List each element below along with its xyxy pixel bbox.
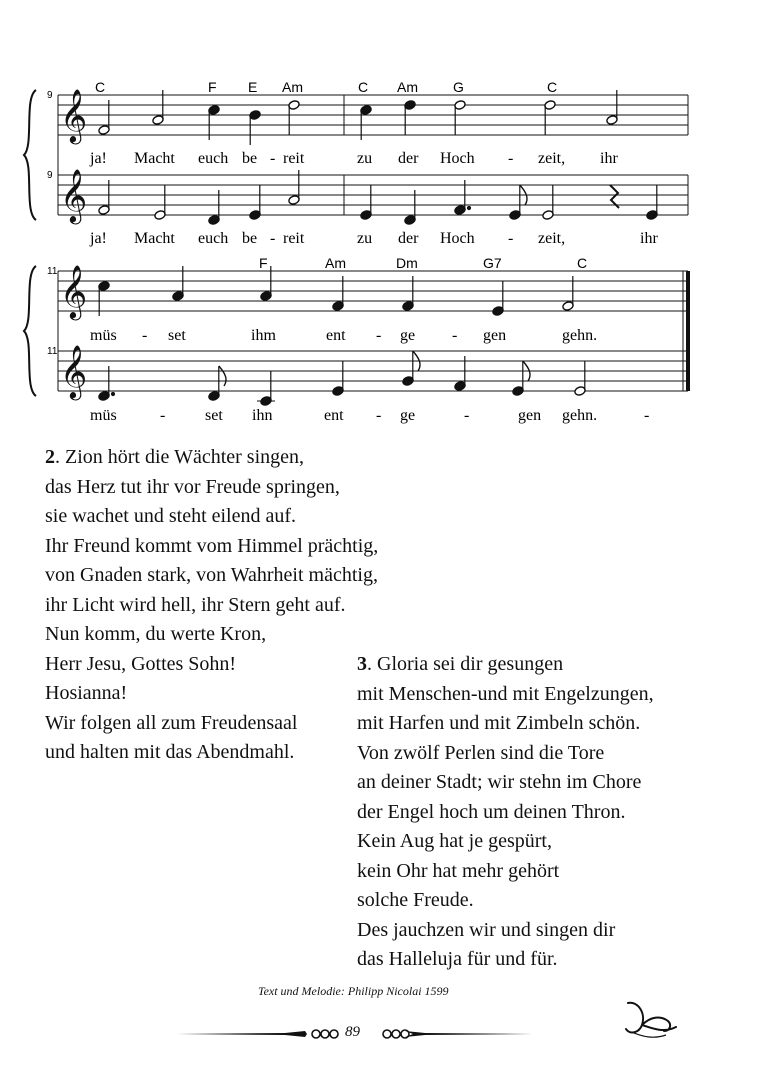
chord-label: C [547, 79, 558, 95]
verse-line [45, 443, 378, 473]
verse-line: das Halleluja für und für. [357, 948, 558, 970]
chord-label: C [358, 79, 369, 95]
lyric-syllable: ge [400, 327, 416, 344]
bar-number: 9 [47, 170, 53, 181]
verse-line: Nun komm, du werte Kron, [45, 623, 267, 645]
lyric-syllable: müs [90, 407, 117, 424]
note-dot [467, 206, 470, 209]
verse-line: Ihr Freund kommt vom Himmel prächtig, [45, 534, 379, 557]
note-dot [111, 392, 114, 395]
final-barline [686, 271, 690, 391]
lyric-syllable: - [376, 327, 382, 344]
verse-line: Herr Jesu, Gottes Sohn! [45, 652, 237, 675]
music-score [0, 0, 766, 440]
verse-line: Wir folgen all zum Freudensaal [45, 711, 298, 734]
chord-label: Am [397, 79, 418, 95]
lyric-syllable: gehn. [562, 327, 598, 344]
lyric-syllable: ent [326, 327, 346, 344]
lyric-syllable: - [142, 327, 148, 344]
chord-label: F [259, 255, 268, 271]
lyrics-lower [89, 230, 658, 247]
chord-label: E [248, 79, 258, 95]
lyric-syllable: ihn [252, 407, 273, 424]
lyrics-lower [90, 407, 649, 424]
lyrics-upper [90, 327, 597, 344]
lyric-syllable: zu [357, 230, 373, 247]
lyric-syllable: ihm [251, 327, 276, 344]
bar-number: 11 [47, 346, 58, 357]
lyric-syllable: gehn. [562, 407, 598, 424]
chord-label: Am [325, 255, 346, 271]
verse-line: kein Ohr hat mehr gehört [357, 859, 560, 882]
lyric-syllable: ja! [90, 230, 107, 247]
lyric-syllable: - [508, 150, 514, 167]
lyric-syllable: - [376, 407, 382, 424]
lyric-syllable: Macht [134, 230, 175, 247]
lyric-syllable: be [242, 230, 258, 247]
bar-number: 9 [47, 90, 53, 101]
verse-line [357, 650, 654, 680]
verse-number: 3 [357, 653, 367, 675]
lyric-syllable: ihr [640, 230, 658, 247]
verse-line: Des jauchzen wir und singen dir [357, 918, 616, 941]
chord-label: G7 [483, 255, 502, 271]
verse-2 [45, 443, 378, 768]
lyric-syllable: Hoch [440, 230, 475, 247]
lyric-syllable: reit [283, 150, 305, 167]
verse-line: und halten mit das Abendmahl. [45, 741, 295, 763]
verse-number: 2 [45, 446, 55, 468]
verse-line: solche Freude. [357, 889, 474, 911]
verse-line: mit Harfen und mit Zimbeln schön. [357, 712, 641, 734]
lyric-syllable: gen [483, 327, 507, 344]
lyric-syllable: gen [518, 407, 542, 424]
lyric-syllable: - [452, 327, 458, 344]
lyric-syllable: reit [283, 230, 305, 247]
lyric-syllable: - [270, 230, 276, 247]
lyric-syllable: - [160, 407, 166, 424]
chord-label: C [577, 255, 588, 271]
flourish-icon [620, 995, 680, 1045]
verse-line-text: . Zion hört die Wächter singen, [55, 446, 305, 468]
verse-line: sie wachet und steht eilend auf. [45, 505, 297, 527]
chord-label: G [453, 79, 464, 95]
lyric-syllable: müs [90, 327, 117, 344]
lyric-syllable: euch [198, 230, 229, 247]
verse-line: Kein Aug hat je gespürt, [357, 830, 552, 852]
lyric-syllable: zeit, [538, 230, 566, 247]
verse-line: der Engel hoch um deinen Thron. [357, 800, 626, 823]
credit-line: Text und Melodie: Philipp Nicolai 1599 [258, 984, 449, 998]
lyric-syllable: ge [400, 407, 416, 424]
verse-line: mit Menschen-und mit Engelzungen, [357, 682, 654, 705]
brace-icon [24, 90, 36, 220]
chord-label: Dm [396, 255, 418, 271]
lyric-syllable: zu [357, 150, 373, 167]
lyric-syllable: - [644, 407, 650, 424]
lyric-syllable: ihr [600, 150, 618, 167]
treble-clef-icon: 𝄞 [60, 264, 88, 318]
bar-number: 11 [47, 266, 58, 277]
verse-line: Von zwölf Perlen sind die Tore [357, 741, 605, 764]
lyric-syllable: - [464, 407, 470, 424]
lyric-syllable: ent [324, 407, 344, 424]
note-flag [219, 366, 226, 386]
lyric-syllable: zeit, [538, 150, 566, 167]
lyric-syllable: - [508, 230, 514, 247]
chord-label: C [95, 79, 106, 95]
verse-line: das Herz tut ihr vor Freude springen, [45, 475, 340, 498]
brace-icon [24, 266, 36, 396]
verse-line: von Gnaden stark, von Wahrheit mächtig, [45, 564, 378, 586]
treble-clef-icon: 𝄞 [60, 88, 88, 142]
verse-line-text: . Gloria sei dir gesungen [367, 653, 564, 675]
lyric-syllable: - [270, 150, 276, 167]
lyric-syllable: der [398, 230, 419, 247]
lyric-syllable: set [205, 407, 223, 424]
verse-3 [357, 650, 654, 975]
page-number: 89 [345, 1024, 360, 1040]
verse-line: ihr Licht wird hell, ihr Stern geht auf. [45, 593, 346, 616]
lyrics-upper [89, 150, 618, 167]
lyric-syllable: be [242, 150, 258, 167]
verse-line: an deiner Stadt; wir stehn im Chore [357, 771, 642, 793]
chord-label: F [208, 79, 217, 95]
lyric-syllable: Macht [134, 150, 175, 167]
chord-label: Am [282, 79, 303, 95]
lyric-syllable: euch [198, 150, 229, 167]
treble-clef-icon: 𝄞 [60, 344, 88, 398]
lyric-syllable: Hoch [440, 150, 475, 167]
verse-line: Hosianna! [45, 682, 128, 704]
notes [60, 88, 658, 406]
lyric-syllable: der [398, 150, 419, 167]
treble-clef-icon: 𝄞 [60, 168, 88, 222]
lyric-syllable: ja! [90, 150, 107, 167]
lyric-syllable: set [168, 327, 186, 344]
